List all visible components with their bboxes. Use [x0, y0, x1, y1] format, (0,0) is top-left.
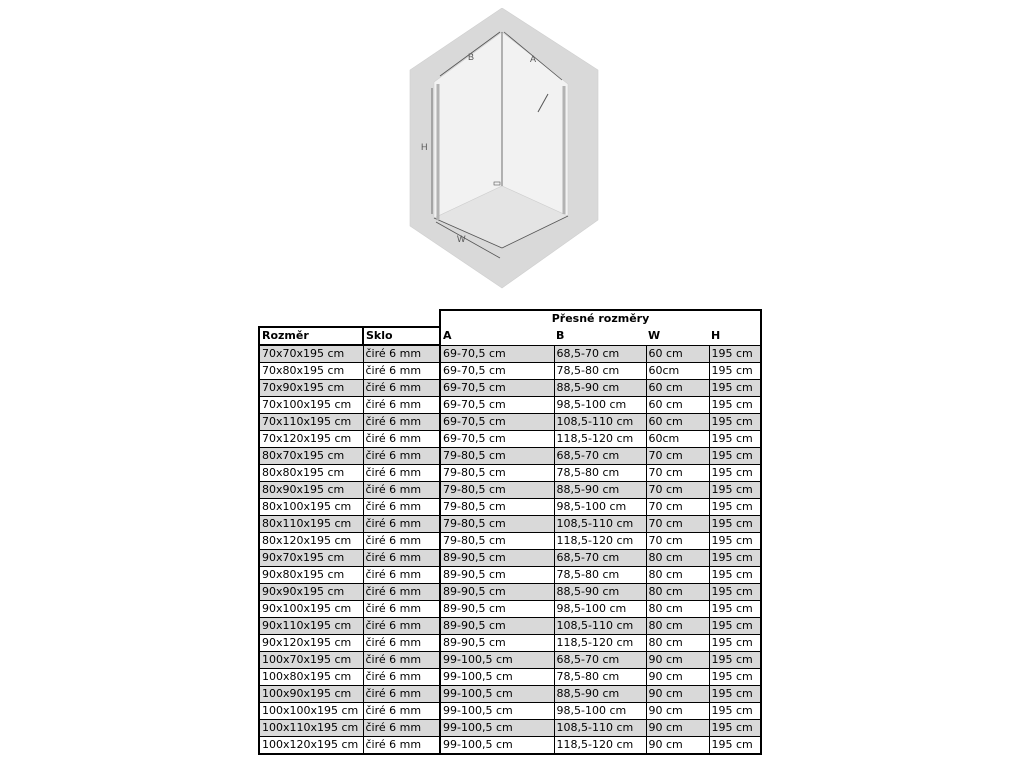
cell-h: 195 cm [709, 686, 761, 703]
cell-glass: čiré 6 mm [363, 550, 440, 567]
cell-h: 195 cm [709, 737, 761, 755]
cell-w: 80 cm [646, 550, 709, 567]
cell-h: 195 cm [709, 345, 761, 363]
cell-h: 195 cm [709, 499, 761, 516]
cell-w: 90 cm [646, 703, 709, 720]
cell-h: 195 cm [709, 720, 761, 737]
cell-h: 195 cm [709, 567, 761, 584]
column-header-sklo: Sklo [363, 327, 440, 345]
table-row [259, 567, 761, 584]
cell-size: 100x120x195 cm [259, 737, 363, 755]
shower-enclosure-diagram [408, 8, 608, 290]
cell-h: 195 cm [709, 465, 761, 482]
cell-b: 108,5-110 cm [554, 618, 646, 635]
table-row [259, 397, 761, 414]
cell-glass: čiré 6 mm [363, 414, 440, 431]
cell-glass: čiré 6 mm [363, 397, 440, 414]
cell-a: 99-100,5 cm [440, 703, 554, 720]
cell-a: 79-80,5 cm [440, 499, 554, 516]
group-header-exact-dimensions: Přesné rozměry [440, 310, 761, 327]
table-row [259, 516, 761, 533]
dimension-h-label: H [421, 142, 428, 152]
cell-b: 98,5-100 cm [554, 703, 646, 720]
column-header-w: W [648, 328, 661, 342]
cell-h: 195 cm [709, 669, 761, 686]
table-row [259, 635, 761, 652]
cell-w: 90 cm [646, 652, 709, 669]
cell-glass: čiré 6 mm [363, 431, 440, 448]
cell-b: 78,5-80 cm [554, 567, 646, 584]
cell-a: 99-100,5 cm [440, 737, 554, 755]
table-row [259, 601, 761, 618]
cell-h: 195 cm [709, 550, 761, 567]
cell-glass: čiré 6 mm [363, 720, 440, 737]
cell-glass: čiré 6 mm [363, 686, 440, 703]
cell-glass: čiré 6 mm [363, 482, 440, 499]
cell-size: 70x120x195 cm [259, 431, 363, 448]
cell-size: 100x90x195 cm [259, 686, 363, 703]
table-row [259, 584, 761, 601]
cell-b: 108,5-110 cm [554, 516, 646, 533]
cell-a: 89-90,5 cm [440, 550, 554, 567]
cell-size: 80x100x195 cm [259, 499, 363, 516]
cell-w: 70 cm [646, 448, 709, 465]
cell-w: 60 cm [646, 414, 709, 431]
cell-w: 70 cm [646, 499, 709, 516]
cell-b: 98,5-100 cm [554, 499, 646, 516]
table-row [259, 431, 761, 448]
cell-size: 70x90x195 cm [259, 380, 363, 397]
cell-b: 68,5-70 cm [554, 652, 646, 669]
table-row [259, 686, 761, 703]
dimension-w-label: W [457, 234, 466, 244]
cell-glass: čiré 6 mm [363, 345, 440, 363]
cell-glass: čiré 6 mm [363, 380, 440, 397]
cell-size: 90x90x195 cm [259, 584, 363, 601]
cell-glass: čiré 6 mm [363, 703, 440, 720]
cell-b: 118,5-120 cm [554, 431, 646, 448]
cell-w: 70 cm [646, 516, 709, 533]
cell-size: 90x80x195 cm [259, 567, 363, 584]
cell-glass: čiré 6 mm [363, 448, 440, 465]
cell-a: 99-100,5 cm [440, 652, 554, 669]
table-row [259, 345, 761, 363]
cell-h: 195 cm [709, 601, 761, 618]
cell-w: 60 cm [646, 380, 709, 397]
cell-b: 118,5-120 cm [554, 737, 646, 755]
table-row [259, 669, 761, 686]
cell-a: 89-90,5 cm [440, 567, 554, 584]
cell-a: 79-80,5 cm [440, 516, 554, 533]
cell-a: 99-100,5 cm [440, 669, 554, 686]
cell-w: 80 cm [646, 567, 709, 584]
dimensions-table [258, 309, 762, 755]
cell-size: 100x70x195 cm [259, 652, 363, 669]
cell-h: 195 cm [709, 584, 761, 601]
cell-h: 195 cm [709, 516, 761, 533]
table-body [259, 345, 761, 754]
cell-h: 195 cm [709, 363, 761, 380]
cell-a: 79-80,5 cm [440, 482, 554, 499]
cell-glass: čiré 6 mm [363, 499, 440, 516]
dimension-b-label: B [468, 52, 475, 62]
cell-a: 69-70,5 cm [440, 414, 554, 431]
cell-glass: čiré 6 mm [363, 669, 440, 686]
cell-glass: čiré 6 mm [363, 516, 440, 533]
cell-b: 98,5-100 cm [554, 397, 646, 414]
cell-b: 68,5-70 cm [554, 345, 646, 363]
cell-b: 88,5-90 cm [554, 380, 646, 397]
table-row [259, 652, 761, 669]
cell-h: 195 cm [709, 448, 761, 465]
cell-size: 80x110x195 cm [259, 516, 363, 533]
cell-size: 90x120x195 cm [259, 635, 363, 652]
cell-w: 70 cm [646, 482, 709, 499]
cell-glass: čiré 6 mm [363, 567, 440, 584]
cell-size: 80x80x195 cm [259, 465, 363, 482]
cell-size: 70x80x195 cm [259, 363, 363, 380]
cell-size: 90x110x195 cm [259, 618, 363, 635]
cell-size: 80x120x195 cm [259, 533, 363, 550]
cell-b: 68,5-70 cm [554, 448, 646, 465]
cell-a: 89-90,5 cm [440, 618, 554, 635]
cell-a: 69-70,5 cm [440, 380, 554, 397]
cell-a: 89-90,5 cm [440, 601, 554, 618]
cell-a: 69-70,5 cm [440, 345, 554, 363]
cell-glass: čiré 6 mm [363, 465, 440, 482]
cell-w: 80 cm [646, 618, 709, 635]
table-row [259, 448, 761, 465]
dimension-a-label: A [530, 54, 537, 64]
cell-size: 100x110x195 cm [259, 720, 363, 737]
cell-h: 195 cm [709, 635, 761, 652]
cell-w: 60cm [646, 363, 709, 380]
cell-w: 90 cm [646, 737, 709, 755]
cell-b: 78,5-80 cm [554, 465, 646, 482]
cell-size: 100x100x195 cm [259, 703, 363, 720]
cell-h: 195 cm [709, 482, 761, 499]
column-header-a: A [440, 327, 554, 345]
cell-glass: čiré 6 mm [363, 652, 440, 669]
cell-size: 80x90x195 cm [259, 482, 363, 499]
table-row [259, 482, 761, 499]
cell-glass: čiré 6 mm [363, 601, 440, 618]
cell-a: 79-80,5 cm [440, 448, 554, 465]
table-row [259, 363, 761, 380]
column-header-b: B [556, 328, 565, 342]
table-row [259, 550, 761, 567]
table-row [259, 465, 761, 482]
table-row [259, 499, 761, 516]
cell-h: 195 cm [709, 431, 761, 448]
cell-glass: čiré 6 mm [363, 737, 440, 755]
cell-h: 195 cm [709, 380, 761, 397]
table-row [259, 737, 761, 755]
cell-b: 88,5-90 cm [554, 584, 646, 601]
cell-glass: čiré 6 mm [363, 363, 440, 380]
cell-b: 78,5-80 cm [554, 669, 646, 686]
cell-size: 70x110x195 cm [259, 414, 363, 431]
cell-h: 195 cm [709, 618, 761, 635]
cell-a: 89-90,5 cm [440, 584, 554, 601]
cell-b: 78,5-80 cm [554, 363, 646, 380]
cell-b: 88,5-90 cm [554, 686, 646, 703]
table-row [259, 533, 761, 550]
cell-w: 80 cm [646, 601, 709, 618]
cell-a: 79-80,5 cm [440, 533, 554, 550]
cell-b: 118,5-120 cm [554, 533, 646, 550]
cell-size: 90x100x195 cm [259, 601, 363, 618]
cell-w: 60 cm [646, 345, 709, 363]
column-header-h: H [709, 327, 761, 345]
cell-size: 90x70x195 cm [259, 550, 363, 567]
cell-b: 108,5-110 cm [554, 414, 646, 431]
cell-glass: čiré 6 mm [363, 635, 440, 652]
cell-w: 70 cm [646, 533, 709, 550]
cell-a: 69-70,5 cm [440, 397, 554, 414]
table-row [259, 703, 761, 720]
cell-size: 70x70x195 cm [259, 345, 363, 363]
table-row [259, 618, 761, 635]
cell-w: 80 cm [646, 635, 709, 652]
cell-w: 90 cm [646, 720, 709, 737]
table-row [259, 380, 761, 397]
column-header-rozmer: Rozměr [259, 327, 363, 345]
cell-b: 108,5-110 cm [554, 720, 646, 737]
cell-h: 195 cm [709, 703, 761, 720]
table-row [259, 414, 761, 431]
cell-a: 79-80,5 cm [440, 465, 554, 482]
cell-b: 68,5-70 cm [554, 550, 646, 567]
table-row [259, 720, 761, 737]
cell-size: 100x80x195 cm [259, 669, 363, 686]
cell-b: 98,5-100 cm [554, 601, 646, 618]
cell-b: 118,5-120 cm [554, 635, 646, 652]
cell-h: 195 cm [709, 652, 761, 669]
cell-w: 60cm [646, 431, 709, 448]
cell-w: 80 cm [646, 584, 709, 601]
cell-w: 60 cm [646, 397, 709, 414]
cell-a: 69-70,5 cm [440, 431, 554, 448]
cell-a: 89-90,5 cm [440, 635, 554, 652]
cell-h: 195 cm [709, 533, 761, 550]
cell-w: 70 cm [646, 465, 709, 482]
cell-a: 99-100,5 cm [440, 686, 554, 703]
cell-b: 88,5-90 cm [554, 482, 646, 499]
cell-a: 69-70,5 cm [440, 363, 554, 380]
cell-size: 70x100x195 cm [259, 397, 363, 414]
cell-w: 90 cm [646, 686, 709, 703]
cell-a: 99-100,5 cm [440, 720, 554, 737]
cell-h: 195 cm [709, 414, 761, 431]
cell-glass: čiré 6 mm [363, 618, 440, 635]
cell-size: 80x70x195 cm [259, 448, 363, 465]
cell-w: 90 cm [646, 669, 709, 686]
cell-glass: čiré 6 mm [363, 584, 440, 601]
cell-h: 195 cm [709, 397, 761, 414]
cell-glass: čiré 6 mm [363, 533, 440, 550]
